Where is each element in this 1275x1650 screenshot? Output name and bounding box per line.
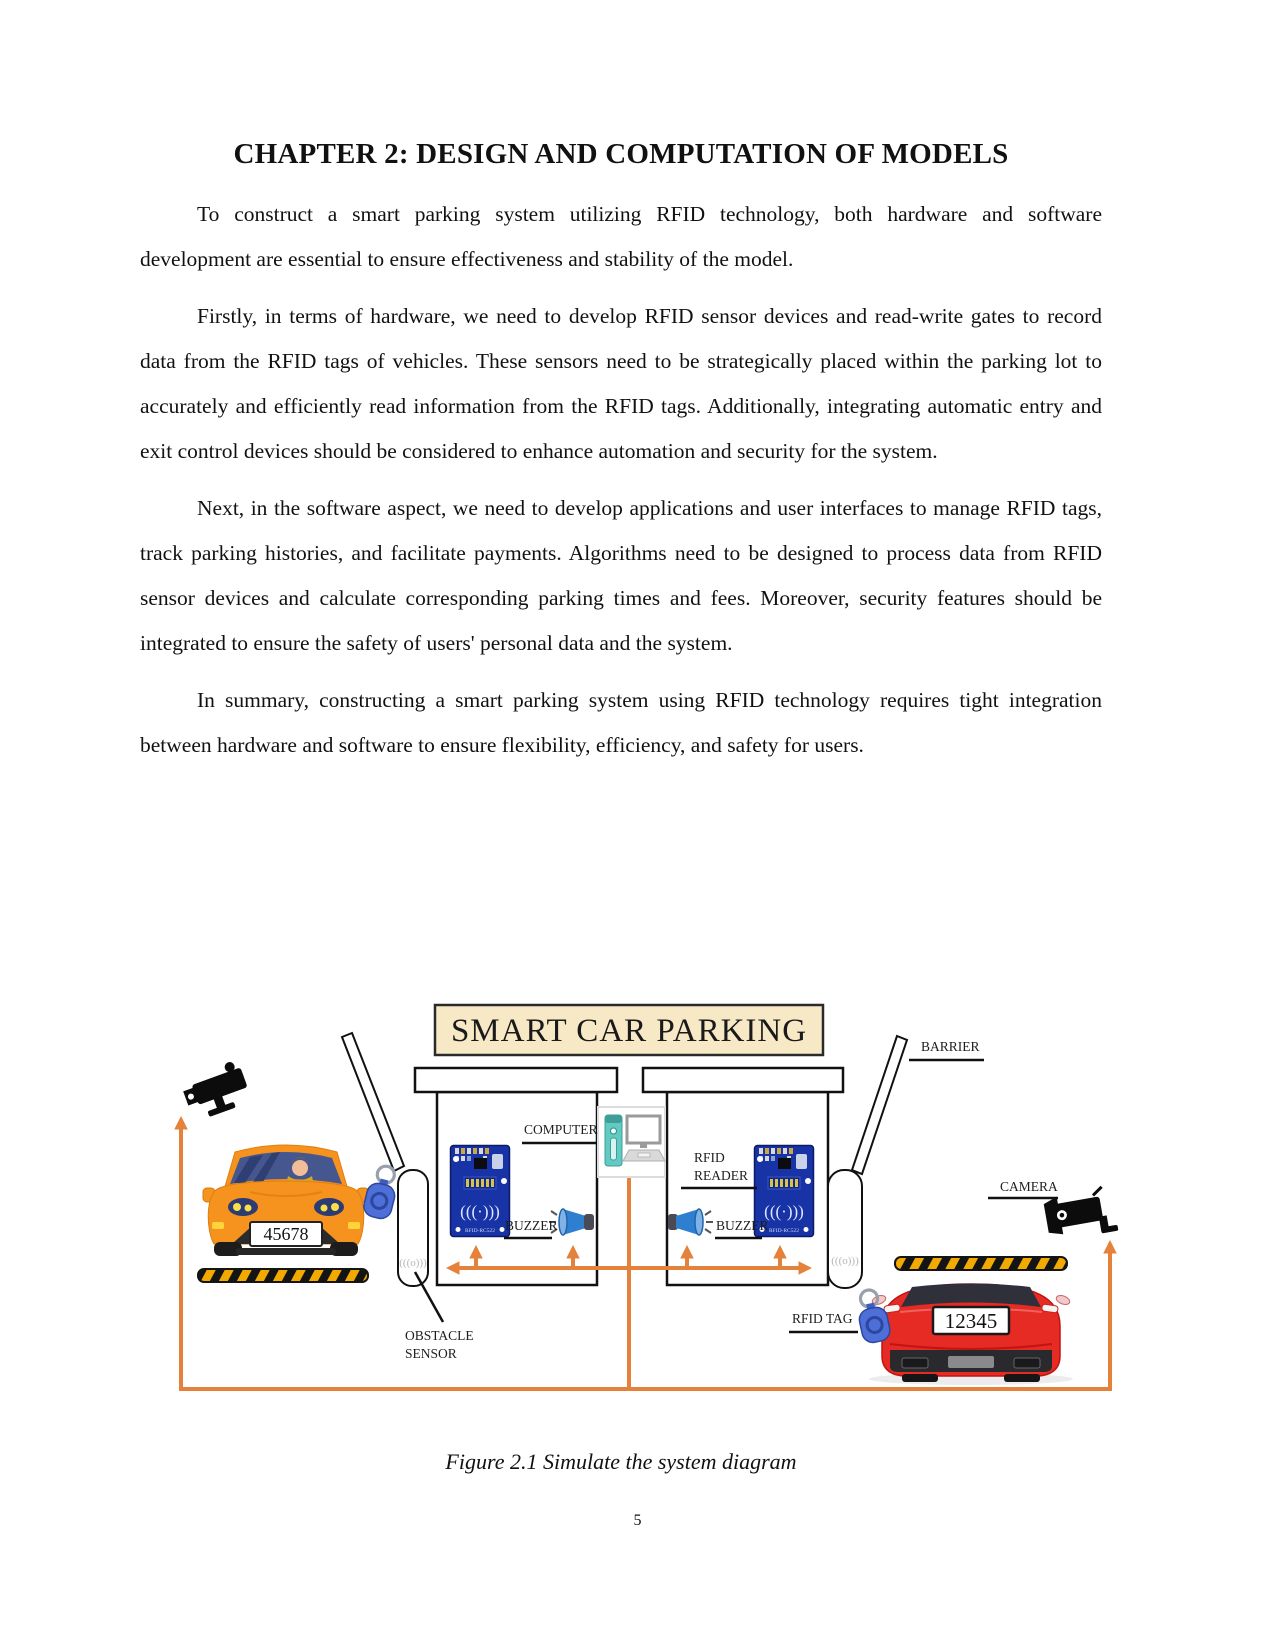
entry-roof: [415, 1068, 617, 1092]
rfid-reader-label-line2: READER: [694, 1168, 748, 1183]
paragraph-3: Next, in the software aspect, we need to develop applications and user interfaces to manage RFID tags, track parking histories, and facilitate payments. Algorithms need to be designed to process data from RFID sensor devices and calculate corresponding parking times and fees. Moreover, security features should be integrated to ensure the safety of users' personal data and the system.: [140, 496, 1102, 655]
camera-label: CAMERA: [1000, 1179, 1058, 1194]
exit-barrier-arm: [852, 1036, 907, 1174]
rfid-reader-label-line1: RFID: [694, 1150, 725, 1165]
exit-buzzer-label: BUZZER: [716, 1218, 769, 1233]
body-text: [140, 192, 1102, 780]
exit-rfid-fob: [854, 1287, 892, 1344]
entry-camera-icon: [179, 1059, 253, 1122]
paragraph-4: In summary, constructing a smart parking system using RFID technology requires tight integration between hardware and software to ensure flexibility, efficiency, and safety for users.: [140, 688, 1102, 757]
entry-buzzer-label: BUZZER: [505, 1218, 558, 1233]
entry-plate-number: 45678: [263, 1224, 309, 1244]
computer-label: COMPUTER: [524, 1122, 598, 1137]
exit-sensor-pillar: [828, 1170, 862, 1288]
exit-sensor-glyph: (((o))): [831, 1255, 859, 1267]
computer-icon: [598, 1107, 665, 1177]
chapter-title: CHAPTER 2: DESIGN AND COMPUTATION OF MODELS: [233, 138, 1009, 170]
exit-speed-bump: [895, 1257, 1067, 1270]
entry-sensor-glyph: (((o))): [399, 1257, 427, 1269]
exit-car: [869, 1284, 1073, 1386]
paragraph-1: To construct a smart parking system utilizing RFID technology, both hardware and software development are essential to ensure effectiveness and stability of the model.: [140, 202, 1102, 271]
entry-car: [203, 1145, 369, 1256]
exit-plate-number: 12345: [944, 1309, 998, 1333]
figure-caption: Figure 2.1 Simulate the system diagram: [445, 1449, 797, 1474]
entry-rfid-fob: [362, 1163, 402, 1221]
rfid-tag-label: RFID TAG: [792, 1311, 853, 1326]
system-diagram-figure: (((·))) RFID-RC522 SMART CAR PARKING (((o))) (((o))) 45678 12345 BARRIER COMPUTER RFID READER BUZZER BUZZER CAMERA RFID TAG OBSTACLE SENSOR: [0, 930, 1275, 1420]
entry-speed-bump: [198, 1269, 368, 1282]
page-number: 5: [633, 1512, 642, 1529]
barrier-label: BARRIER: [921, 1039, 980, 1054]
parking-sign-text: SMART CAR PARKING: [450, 1013, 808, 1049]
obstacle-sensor-label-line1: OBSTACLE: [405, 1328, 474, 1343]
obstacle-sensor-label-line2: SENSOR: [405, 1346, 457, 1361]
entry-barrier-arm: [342, 1033, 404, 1171]
paragraph-2: Firstly, in terms of hardware, we need to develop RFID sensor devices and read-write gates to record data from the RFID tags of vehicles. These sensors need to be strategically placed within the parking lot to accurately and efficiently read information from the RFID tags. Additionally, integrating automatic entry and exit control devices should be considered to enhance automation and security for the system.: [140, 304, 1102, 463]
entry-rfid-module: [451, 1146, 510, 1237]
exit-roof: [643, 1068, 843, 1092]
